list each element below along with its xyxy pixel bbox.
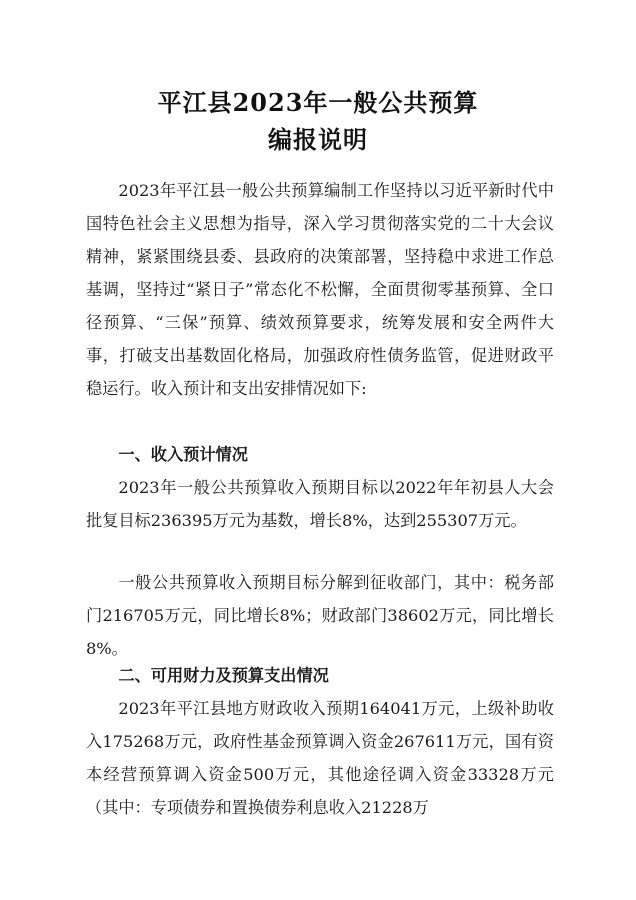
section2-heading: 二、可用财力及预算支出情况 [118, 666, 329, 685]
section1-paragraph2: 一般公共预算收入预期目标分解到征收部门，其中：税务部门216705万元，同比增长8%；财政部门38602万元，同比增长8%。 [86, 573, 554, 658]
section1-heading: 一、收入预计情况 [118, 445, 248, 464]
section1-paragraph1: 2023年一般公共预算收入预期目标以2022年年初县人大会批复目标236395万元为基数，增长8%，达到255307万元。 [86, 478, 554, 530]
document-title-line2: 编报说明 [268, 125, 368, 154]
intro-paragraph: 2023年平江县一般公共预算编制工作坚持以习近平新时代中国特色社会主义思想为指导，深入学习贯彻落实党的二十大会议精神，紧紧围绕县委、县政府的决策部署，坚持稳中求进工作总基调，坚持过“紧日子”常态化不松懈，全面贯彻零基预算、全口径预算、“三保”预算、绩效预算要求，统筹发展和安全两件大事，打破支出基数固化格局，加强政府性债务监管，促进财政平稳运行。收入预计和支出安排情况如下: [86, 181, 554, 398]
document-title-line1: 平江县2023年一般公共预算 [157, 88, 479, 117]
section2-paragraph1: 2023年平江县地方财政收入预期164041万元，上级补助收入175268万元，政府性基金预算调入资金267611万元，国有资本经营预算调入资金500万元，其他途径调入资金33328万元（其中：专项债券和置换债券利息收入21228万 [86, 699, 554, 817]
